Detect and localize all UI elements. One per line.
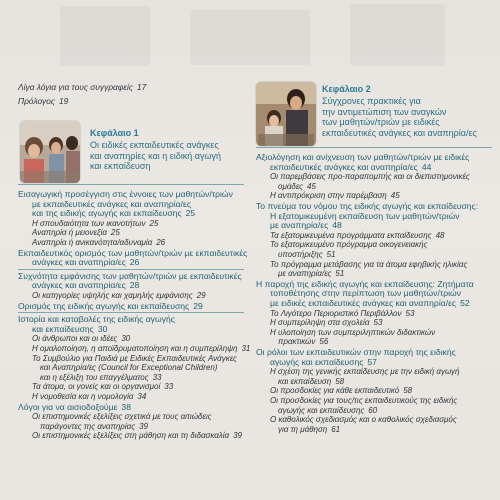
page-number: 53 xyxy=(373,318,383,328)
toc-subsection-line: Η συμπερίληψη στα σχολεία 53 xyxy=(270,318,383,328)
chapter-title-line: Οι ειδικές εκπαιδευτικές ανάγκες xyxy=(90,140,219,150)
page-number: 30 xyxy=(121,334,131,344)
page-number: 34 xyxy=(137,392,147,401)
toc-section-line: με ειδικές εκπαιδευτικές ανάγκες και αναπηρία/ες 52 xyxy=(270,298,470,308)
page-number: 26 xyxy=(156,238,166,247)
page-number: 26 xyxy=(129,257,140,268)
page-number: 25 xyxy=(185,208,196,219)
toc-subsection-line: Οι προσδοκίες για τους/τις εκπαιδευτικούς της ειδικής xyxy=(270,396,458,405)
toc-subsection-line: και εκπαίδευση 58 xyxy=(278,376,345,386)
toc-subsection-line: Η αντιπρόκριση στην παρέμβαση 45 xyxy=(270,191,400,201)
chapter-title-line: την αντιμετώπιση των αναγκών xyxy=(322,106,447,117)
page-number: 17 xyxy=(136,82,147,92)
toc-section-line: Οι ρόλοι των εκπαιδευτικών στην παροχή της ειδικής xyxy=(256,347,456,357)
toc-section-line: Το πνεύμα του νόμου της ειδικής αγωγής και εκπαίδευσης: xyxy=(256,201,479,211)
page-number: 51 xyxy=(335,269,345,279)
toc-subsection-line: Το Συμβούλιο για Παιδιά με Ειδικές Εκπαιδευτικές Ανάγκες xyxy=(32,353,237,363)
page-number: 39 xyxy=(233,431,242,441)
toc-section-line: και εκπαίδευσης 30 xyxy=(32,323,108,334)
page-number: 45 xyxy=(390,191,400,201)
toc-section-line: Η παροχή της ειδικής αγωγής και εκπαίδευσης: Ζητήματα xyxy=(256,278,474,289)
toc-section-line: Ιστορία και καταβολές της ειδικής αγωγής xyxy=(18,314,175,325)
page-number: 61 xyxy=(331,424,341,434)
toc-section-line: Εκπαιδευτικός ορισμός των μαθητών/τριών με εκπαιδευτικές xyxy=(18,247,248,258)
toc-subsection-line: Το πρόγραμμα μετάβασης για τα άτομα εφηβικής ηλικίας xyxy=(270,259,468,269)
page-number: 33 xyxy=(164,382,174,392)
toc-section-line: Ορισμός της ειδικής αγωγής και εκπαίδευσης 29 xyxy=(18,300,203,311)
toc-subsection-line: Οι παρεμβάσεις προ-παραπομπής και οι διεπιστημονικές xyxy=(270,172,470,182)
page-number: 28 xyxy=(129,280,140,291)
toc-subsection-line: υποστήριξης 51 xyxy=(278,250,336,259)
toc-subsection-line: Το εξατομικευμένο πρόγραμμα οικογενειακής xyxy=(270,240,428,250)
chapter-title-line: και εκπαίδευση xyxy=(90,161,151,171)
toc-subsection-line: για τη μάθηση 61 xyxy=(278,424,341,434)
toc-section-line: και της ειδικής αγωγής και εκπαίδευσης 25 xyxy=(32,208,196,219)
page-number: 25 xyxy=(110,228,120,238)
toc-subsection-line: και Αναπηρία/ες (Council for Exceptional Children) xyxy=(40,363,218,373)
section-divider xyxy=(18,184,244,185)
page-number: 29 xyxy=(193,300,203,311)
page-number: 51 xyxy=(326,250,336,259)
page-top-decoration xyxy=(0,0,500,70)
front-matter-item: Πρόλογος 19 xyxy=(18,96,69,106)
toc-subsection-line: Η ομαλοποίηση, η αποϊδρυματοποίηση και η συμπερίληψη 31 xyxy=(32,344,251,353)
page-number: 44 xyxy=(421,161,432,172)
toc-subsection-line: ομάδες 45 xyxy=(278,181,316,191)
toc-subsection-line: πρακτικών 56 xyxy=(278,337,329,347)
toc-section-line: Εισαγωγική προσέγγιση στις έννοιες των μαθητών/τριών xyxy=(18,189,233,199)
page-number: 57 xyxy=(367,356,377,367)
toc-section-line: ανάγκες και αναπηρία/ες 26 xyxy=(32,257,140,268)
toc-subsection-line: με αναπηρία/ες 51 xyxy=(278,269,345,279)
chapter-title-line: εκπαιδευτικές ανάγκες και αναπηρία/ες xyxy=(322,127,477,138)
toc-subsection-line: Οι επιστημονικές εξελίξεις σχετικά με τους αιτιώδεις xyxy=(32,412,212,422)
page-number: 30 xyxy=(97,323,108,334)
toc-subsection-line: Η νομοθεσία και η νομολογία 34 xyxy=(32,392,147,401)
chapter-title-line: Σύγχρονες πρακτικές για xyxy=(322,96,421,106)
page-number: 45 xyxy=(307,181,316,191)
toc-section-line: Αξιολόγηση και ανίχνευση των μαθητών/τριών με ειδικές xyxy=(256,152,470,162)
page-number: 58 xyxy=(403,386,413,396)
toc-section-line: με αναπηρία/ες 48 xyxy=(270,220,342,231)
toc-subsection-line: Οι προσδοκίες για κάθε εκπαιδευτικό 58 xyxy=(270,386,413,396)
toc-subsection-line: Η υλοποίηση των συμπεριληπτικών διδακτικών xyxy=(270,327,436,337)
page-number: 58 xyxy=(335,376,345,386)
front-matter-item: Λίγα λόγια για τους συγγραφείς 17 xyxy=(18,82,147,92)
chapter-title-line: των μαθητών/τριών με ειδικές xyxy=(322,117,440,127)
page-number: 48 xyxy=(435,230,445,240)
toc-subsection-line: Η σχέση της γενικής εκπαίδευσης με την ειδική αγωγή xyxy=(270,367,460,377)
page-number: 29 xyxy=(196,291,206,300)
toc-section-line: εκπαιδευτικές ανάγκες και αναπηρία/ες 44 xyxy=(270,161,432,172)
page-number: 53 xyxy=(405,308,415,318)
toc-subsection-line: Η σπουδαιότητα των ικανοτήτων 25 xyxy=(32,218,159,228)
page-number: 60 xyxy=(368,405,378,415)
toc-section-line: ανάγκες και αναπηρία/ες 28 xyxy=(32,280,140,291)
chapter-title-line: και αναπηρίες και η ειδική αγωγή xyxy=(90,150,222,161)
toc-subsection-line: Οι επιστημονικές εξελίξεις στη μάθηση και τη διδασκαλία 39 xyxy=(32,431,242,441)
toc-section-line: Συχνότητα εμφάνισης των μαθητών/τριών με εκπαιδευτικές xyxy=(18,270,242,281)
toc-subsection-line: Τα εξατομικευμένα προγράμματα εκπαίδευσης 48 xyxy=(270,230,445,240)
toc-section-line: Λόγοι για να αισιοδοξούμε 38 xyxy=(18,401,131,412)
toc-subsection-line: Οι άνθρωποι και οι ιδέες 30 xyxy=(32,334,131,344)
page-number: 31 xyxy=(241,344,251,353)
toc-subsection-line: Αναπηρία ή μειονεξία 25 xyxy=(32,228,120,238)
toc-subsection-line: παράγοντες της αναπηρίας 39 xyxy=(40,421,148,431)
toc-subsection-line: Αναπηρία ή ανικανότητα/αδυναμία 26 xyxy=(32,238,166,247)
toc-subsection-line: και η εξέλιξη του επαγγέλματος 33 xyxy=(40,372,162,382)
section-divider xyxy=(256,147,492,148)
page-number: 25 xyxy=(149,218,159,228)
toc-subsection-line: αγωγής και εκπαίδευσης 60 xyxy=(278,405,378,415)
page-number: 52 xyxy=(460,298,470,308)
chapter2-photo xyxy=(256,82,316,146)
toc-subsection-line: Τα άτομα, οι γονείς και οι οργανισμοί 33 xyxy=(32,382,174,392)
chapter1-label: Κεφάλαιο 1 xyxy=(90,128,139,138)
page-number: 56 xyxy=(319,337,329,347)
toc-section-line: αγωγής και εκπαίδευσης 57 xyxy=(270,356,377,367)
page-number: 33 xyxy=(152,372,162,382)
section-divider xyxy=(18,312,244,313)
section-divider xyxy=(18,269,244,270)
toc-subsection-line: Οι κατηγορίες υψηλής και χαμηλής εμφάνισης 29 xyxy=(32,291,206,300)
toc-subsection-line: Ο καθολικός σχεδιασμός και ο καθολικός σχεδιασμός xyxy=(270,415,457,425)
toc-section-line: Η εξατομικευμένη εκπαίδευση των μαθητών/τριών xyxy=(270,210,460,221)
chapter1-photo xyxy=(20,121,80,183)
toc-section-line: με εκπαιδευτικές ανάγκες και αναπηρία/ες xyxy=(32,198,191,209)
page-number: 48 xyxy=(332,220,342,231)
page-number: 19 xyxy=(58,96,69,106)
toc-subsection-line: Το Λιγότερο Περιοριστικό Περιβάλλον 53 xyxy=(270,308,415,318)
toc-section-line: τοποθέτησης στην περίπτωση των μαθητών/τριών xyxy=(270,288,462,299)
page-number: 38 xyxy=(121,401,131,412)
chapter2-label: Κεφάλαιο 2 xyxy=(322,84,371,94)
page-number: 39 xyxy=(139,421,148,431)
